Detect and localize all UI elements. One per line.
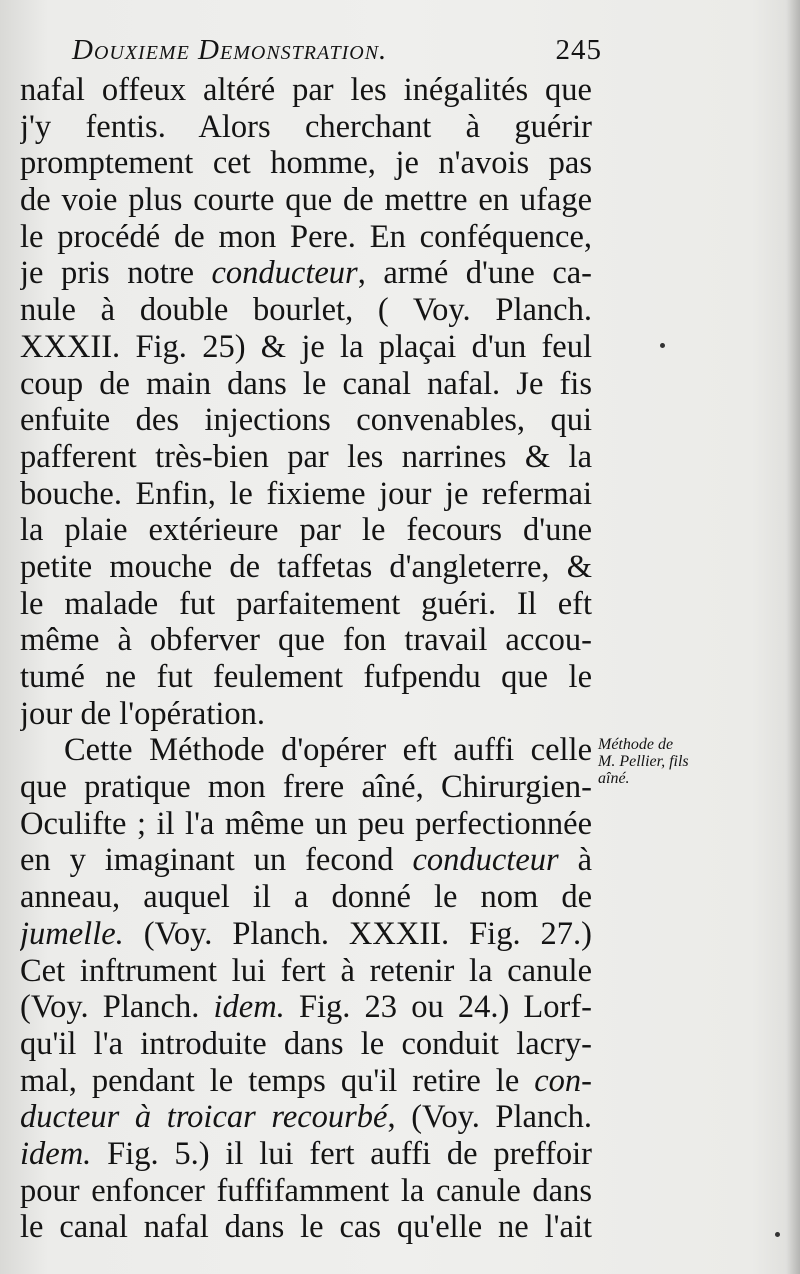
text-line (20, 182, 592, 219)
ink-speck (660, 343, 665, 348)
text-line (20, 1209, 592, 1246)
text-line (20, 1063, 592, 1100)
text-line (20, 586, 592, 623)
text-line (20, 769, 592, 806)
text-segment: bouche. Enfin, le fixieme jour je refermai (20, 475, 592, 512)
text-line (20, 622, 592, 659)
text-segment: de voie plus courte que de mettre en ufage (20, 182, 592, 219)
text-segment: promptement cet homme, je n'avois pas (20, 145, 592, 182)
header-title: Douxieme Demonstration. (72, 34, 388, 66)
text-line (20, 806, 592, 843)
text-line (20, 109, 592, 146)
text-segment: coup de main dans le canal nafal. Je fis (20, 365, 592, 402)
text-line (20, 842, 592, 879)
text-line (20, 72, 592, 109)
text-segment: (Voy. Planch. XXXII. Fig. 27.) (123, 915, 592, 952)
page-edge-shadow (786, 0, 800, 1274)
text-segment: nule à double bourlet, ( Voy. Planch. (20, 292, 592, 329)
text-line (20, 402, 592, 439)
text-segment: pafferent très-bien par les narrines & la (20, 438, 592, 475)
text-segment: en y imaginant un fecond (20, 842, 413, 879)
text-line (20, 476, 592, 513)
text-segment: Fig. 23 ou 24.) Lorf- (284, 989, 592, 1026)
text-segment: pour enfoncer fuffifamment la canule dans (20, 1172, 592, 1209)
text-line (20, 916, 592, 953)
text-line (20, 732, 592, 769)
ink-speck (775, 1232, 780, 1237)
text-segment: mal, pendant le temps qu'il retire le (20, 1062, 535, 1099)
text-segment: nafal offeux altéré par les inégalités que (20, 72, 592, 108)
margin-note-line: M. Pellier, fils (598, 753, 689, 770)
text-segment: (Voy. Planch. (20, 989, 214, 1026)
text-line (20, 1136, 592, 1173)
text-segment: la plaie extérieure par le fecours d'une (20, 512, 592, 549)
italic-text: jumelle. (20, 915, 124, 952)
text-line (20, 879, 592, 916)
text-segment: petite mouche de taffetas d'angleterre, & (20, 548, 592, 585)
text-segment: le malade fut parfaitement guéri. Il eft (20, 585, 592, 622)
text-segment: que pratique mon frere aîné, Chirurgien- (20, 769, 592, 806)
text-segment: enfuite des injections convenables, qui (20, 402, 592, 439)
text-segment: , armé d'une ca- (357, 255, 592, 292)
text-segment: jour de l'opération. (20, 695, 266, 732)
text-segment: je pris notre (20, 255, 212, 292)
text-segment: qu'il l'a introduite dans le conduit lacry- (20, 1025, 592, 1062)
text-line (20, 512, 592, 549)
text-line (20, 1026, 592, 1063)
text-line (20, 659, 592, 696)
text-segment: Cette Méthode d'opérer eft auffi celle (64, 732, 592, 769)
text-line (20, 219, 592, 256)
italic-text: idem. (20, 1135, 92, 1172)
text-segment: anneau, auquel il a donné le nom de (20, 879, 592, 916)
italic-text: conducteur (211, 255, 358, 292)
text-segment: Cet inftrument lui fert à retenir la canule (20, 952, 592, 989)
text-segment: XXXII. Fig. 25) & je la plaçai d'un feul (20, 328, 592, 365)
text-segment: le procédé de mon Pere. En conféquence, (20, 218, 592, 255)
text-segment: tumé ne fut feulement fufpendu que le (20, 659, 592, 695)
text-line (20, 292, 592, 329)
text-line (20, 696, 592, 733)
margin-note-line: aîné. (598, 770, 630, 787)
page-number: 245 (555, 34, 602, 66)
text-line (20, 366, 592, 403)
text-segment: même à obferver que fon travail accou- (20, 622, 592, 659)
text-segment: Fig. 5.) il lui fert auffi de preffoir (91, 1135, 592, 1172)
text-line (20, 953, 592, 990)
margin-note-line: Méthode de (598, 736, 674, 753)
text-segment: , (Voy. Planch. (387, 1099, 592, 1136)
running-header (72, 34, 602, 74)
italic-text: conducteur (412, 842, 559, 879)
text-line (20, 549, 592, 586)
italic-text: ducteur à troicar recourbé (20, 1099, 388, 1136)
text-line (20, 329, 592, 366)
text-segment: Oculifte ; il l'a même un peu perfectionnée (20, 805, 592, 842)
margin-note (598, 736, 748, 787)
text-segment: le canal nafal dans le cas qu'elle ne l'ait (20, 1209, 592, 1246)
italic-text: con- (534, 1062, 592, 1099)
text-line (20, 989, 592, 1026)
text-segment: j'y fentis. Alors cherchant à guérir (20, 108, 592, 145)
text-segment: à (558, 842, 592, 879)
text-line (20, 1099, 592, 1136)
text-line (20, 255, 592, 292)
italic-text: idem. (213, 989, 285, 1026)
body-text (20, 72, 592, 1246)
text-line (20, 1173, 592, 1210)
text-line (20, 439, 592, 476)
text-line (20, 145, 592, 182)
